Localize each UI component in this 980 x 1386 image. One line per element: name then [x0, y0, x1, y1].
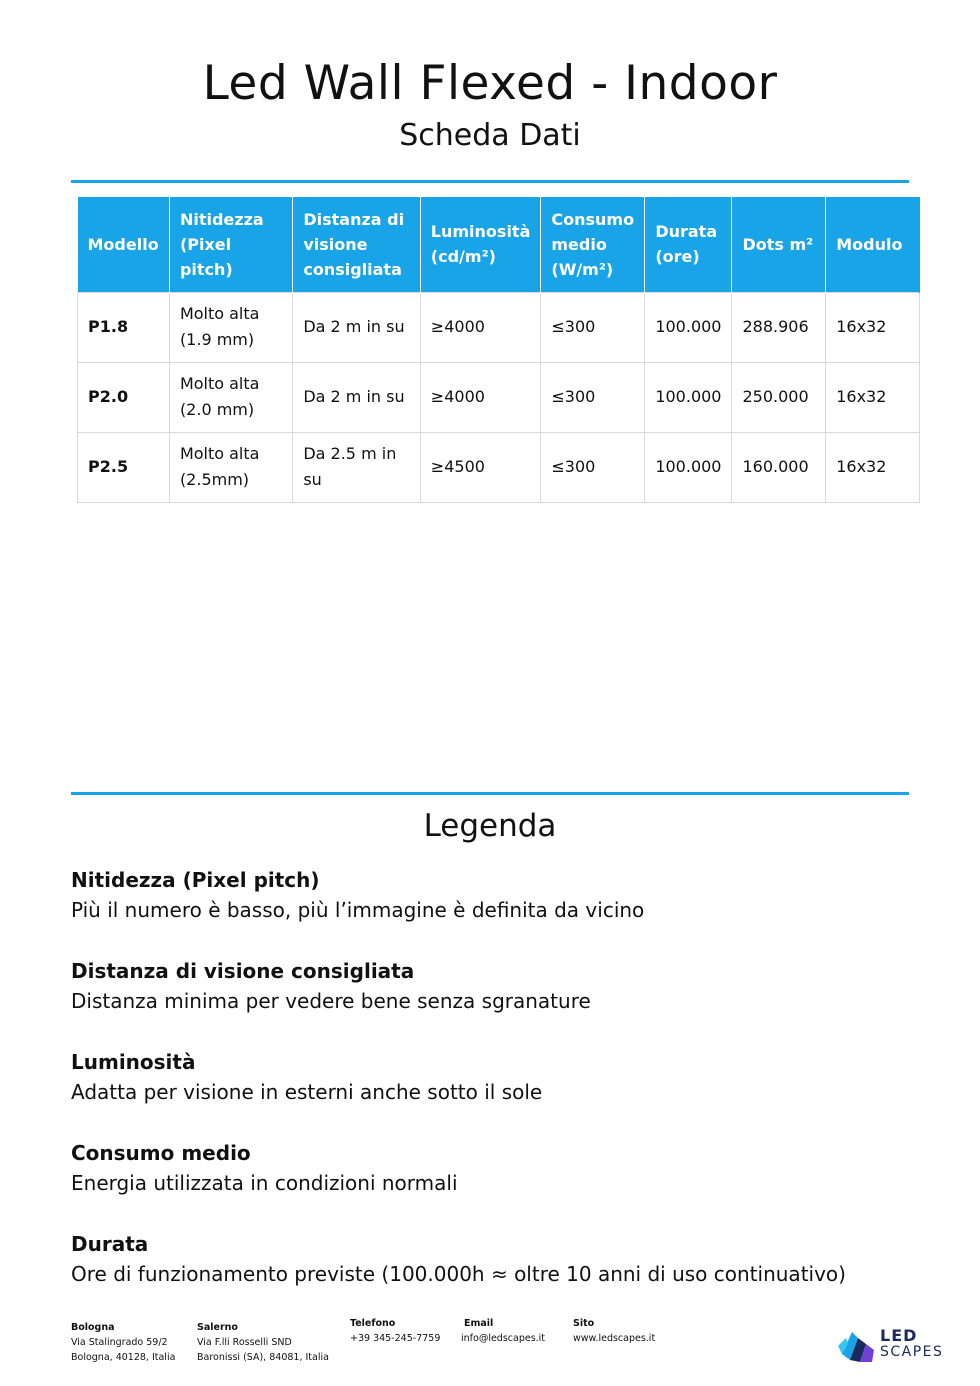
- model-cell: P2.5: [78, 432, 170, 502]
- header-cell: Distanza di visione consigliata: [293, 197, 420, 292]
- table-cell: Da 2.5 m in su: [293, 432, 420, 502]
- logo-text-scapes: SCAPES: [880, 1344, 944, 1360]
- website-link[interactable]: www.ledscapes.it: [573, 1333, 656, 1344]
- legend-term: Nitidezza (Pixel pitch): [71, 868, 320, 892]
- table-cell: 16x32: [826, 292, 920, 362]
- table-cell: Molto alta (2.5mm): [169, 432, 292, 502]
- table-cell: 100.000: [645, 362, 732, 432]
- ledscapes-logo: [838, 1324, 948, 1364]
- table-cell: 160.000: [732, 432, 826, 502]
- table-cell: Molto alta (1.9 mm): [169, 292, 292, 362]
- footer-address-line: Via F.lli Rosselli SND: [197, 1337, 292, 1348]
- footer-sito: [573, 1316, 655, 1346]
- table-row: [78, 292, 920, 362]
- page-title: Led Wall Flexed - Indoor: [202, 56, 778, 111]
- phone-link[interactable]: +39 345-245-7759: [350, 1333, 441, 1344]
- table-cell: ≤300: [541, 292, 645, 362]
- divider-legend: [71, 792, 909, 795]
- page-subtitle: Scheda Dati: [399, 118, 581, 153]
- footer-address-line: Bologna, 40128, Italia: [71, 1352, 176, 1363]
- legend-item: [71, 957, 931, 1048]
- table-header-row: [78, 197, 920, 292]
- table-cell: ≤300: [541, 362, 645, 432]
- footer-label: Sito: [573, 1318, 595, 1329]
- header-cell: Nitidezza (Pixel pitch): [169, 197, 292, 292]
- legend-item: [71, 1230, 931, 1321]
- header-cell: Luminosità (cd/m²): [420, 197, 541, 292]
- model-cell: P2.0: [78, 362, 170, 432]
- legend-description: Ore di funzionamento previste (100.000h ≈ oltre 10 anni di uso continuativo): [71, 1262, 846, 1286]
- email-link[interactable]: info@ledscapes.it: [461, 1333, 546, 1344]
- table-cell: 16x32: [826, 362, 920, 432]
- footer-label: Telefono: [350, 1318, 396, 1329]
- table-row: [78, 362, 920, 432]
- legend-description: Più il numero è basso, più l’immagine è definita da vicino: [71, 898, 645, 922]
- legend-term: Luminosità: [71, 1050, 196, 1074]
- table-cell: 100.000: [645, 432, 732, 502]
- header-cell: Modello: [78, 197, 170, 292]
- table-cell: Da 2 m in su: [293, 292, 420, 362]
- footer-email: [461, 1316, 545, 1346]
- legend-description: Distanza minima per vedere bene senza sgranature: [71, 989, 591, 1013]
- table-cell: Da 2 m in su: [293, 362, 420, 432]
- header-cell: Durata (ore): [645, 197, 732, 292]
- footer-label: Email: [464, 1318, 494, 1329]
- ledscapes-logo-icon: [838, 1324, 878, 1364]
- footer-address-line: Via Stalingrado 59/2: [71, 1337, 168, 1348]
- footer-bologna: [71, 1320, 175, 1365]
- footer-address-line: Baronissi (SA), 84081, Italia: [197, 1352, 329, 1363]
- table-cell: 16x32: [826, 432, 920, 502]
- footer-label: Salerno: [197, 1322, 238, 1333]
- legend-term: Distanza di visione consigliata: [71, 959, 415, 983]
- table-cell: ≥4000: [420, 362, 541, 432]
- header-cell: Modulo: [826, 197, 920, 292]
- legend-item: [71, 866, 931, 957]
- legend-description: Adatta per visione in esterni anche sotto il sole: [71, 1080, 543, 1104]
- header-cell: Dots m²: [732, 197, 826, 292]
- table-cell: 250.000: [732, 362, 826, 432]
- legend-term: Durata: [71, 1232, 149, 1256]
- table-row: [78, 432, 920, 502]
- footer-telefono: [350, 1316, 440, 1346]
- footer: [71, 1316, 951, 1376]
- model-cell: P1.8: [78, 292, 170, 362]
- table-cell: ≥4500: [420, 432, 541, 502]
- table-cell: 288.906: [732, 292, 826, 362]
- footer-label: Bologna: [71, 1322, 115, 1333]
- legend-title: Legenda: [423, 808, 557, 844]
- divider-top: [71, 180, 909, 183]
- footer-salerno: [197, 1320, 329, 1365]
- specs-table: [77, 197, 920, 503]
- header-cell: Consumo medio (W/m²): [541, 197, 645, 292]
- table-cell: ≤300: [541, 432, 645, 502]
- legend-description: Energia utilizzata in condizioni normali: [71, 1171, 458, 1195]
- logo-text-led: LED: [880, 1326, 918, 1345]
- table-cell: Molto alta (2.0 mm): [169, 362, 292, 432]
- table-cell: ≥4000: [420, 292, 541, 362]
- legend-item: [71, 1048, 931, 1139]
- legend-term: Consumo medio: [71, 1141, 251, 1165]
- legend-list: [71, 866, 931, 1321]
- table-cell: 100.000: [645, 292, 732, 362]
- legend-item: [71, 1139, 931, 1230]
